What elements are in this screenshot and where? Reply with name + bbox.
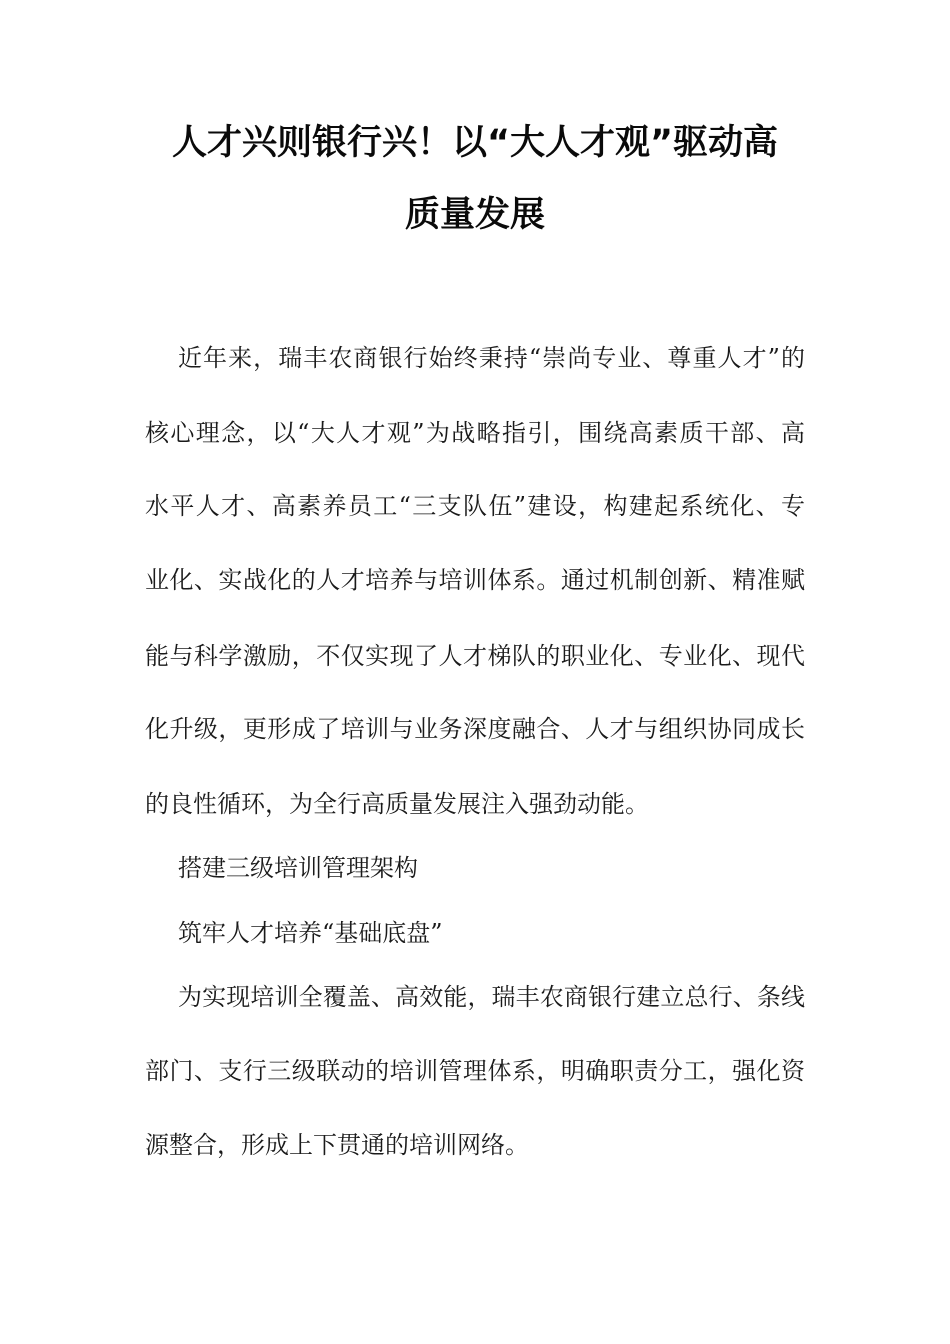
document-title-line-2: 质量发展 — [404, 195, 545, 235]
intro-paragraph-line: 近年来，瑞丰农商银行始终秉持“崇尚专业、尊重人才”的 — [178, 344, 805, 372]
intro-paragraph-line: 的良性循环，为全行高质量发展注入强劲动能。 — [145, 790, 649, 818]
intro-paragraph-line: 业化、实战化的人才培养与培训体系。通过机制创新、精准赋 — [145, 566, 805, 594]
section-paragraph-line: 为实现培训全覆盖、高效能，瑞丰农商银行建立总行、条线 — [178, 983, 805, 1011]
document-title-line-1: 人才兴则银行兴！以“大人才观”驱动高 — [171, 123, 778, 163]
section-heading-line-2: 筑牢人才培养“基础底盘” — [178, 919, 443, 947]
section-paragraph-line: 源整合，形成上下贯通的培训网络。 — [145, 1131, 529, 1159]
intro-paragraph-line: 水平人才、高素养员工“三支队伍”建设，构建起系统化、专 — [145, 492, 805, 520]
section-paragraph-line: 部门、支行三级联动的培训管理体系，明确职责分工，强化资 — [145, 1057, 805, 1085]
section-heading-line-1: 搭建三级培训管理架构 — [178, 854, 418, 882]
intro-paragraph-line: 能与科学激励，不仅实现了人才梯队的职业化、专业化、现代 — [145, 642, 805, 670]
intro-paragraph-line: 核心理念，以“大人才观”为战略指引，围绕高素质干部、高 — [145, 419, 805, 447]
intro-paragraph-line: 化升级，更形成了培训与业务深度融合、人才与组织协同成长 — [145, 715, 805, 743]
